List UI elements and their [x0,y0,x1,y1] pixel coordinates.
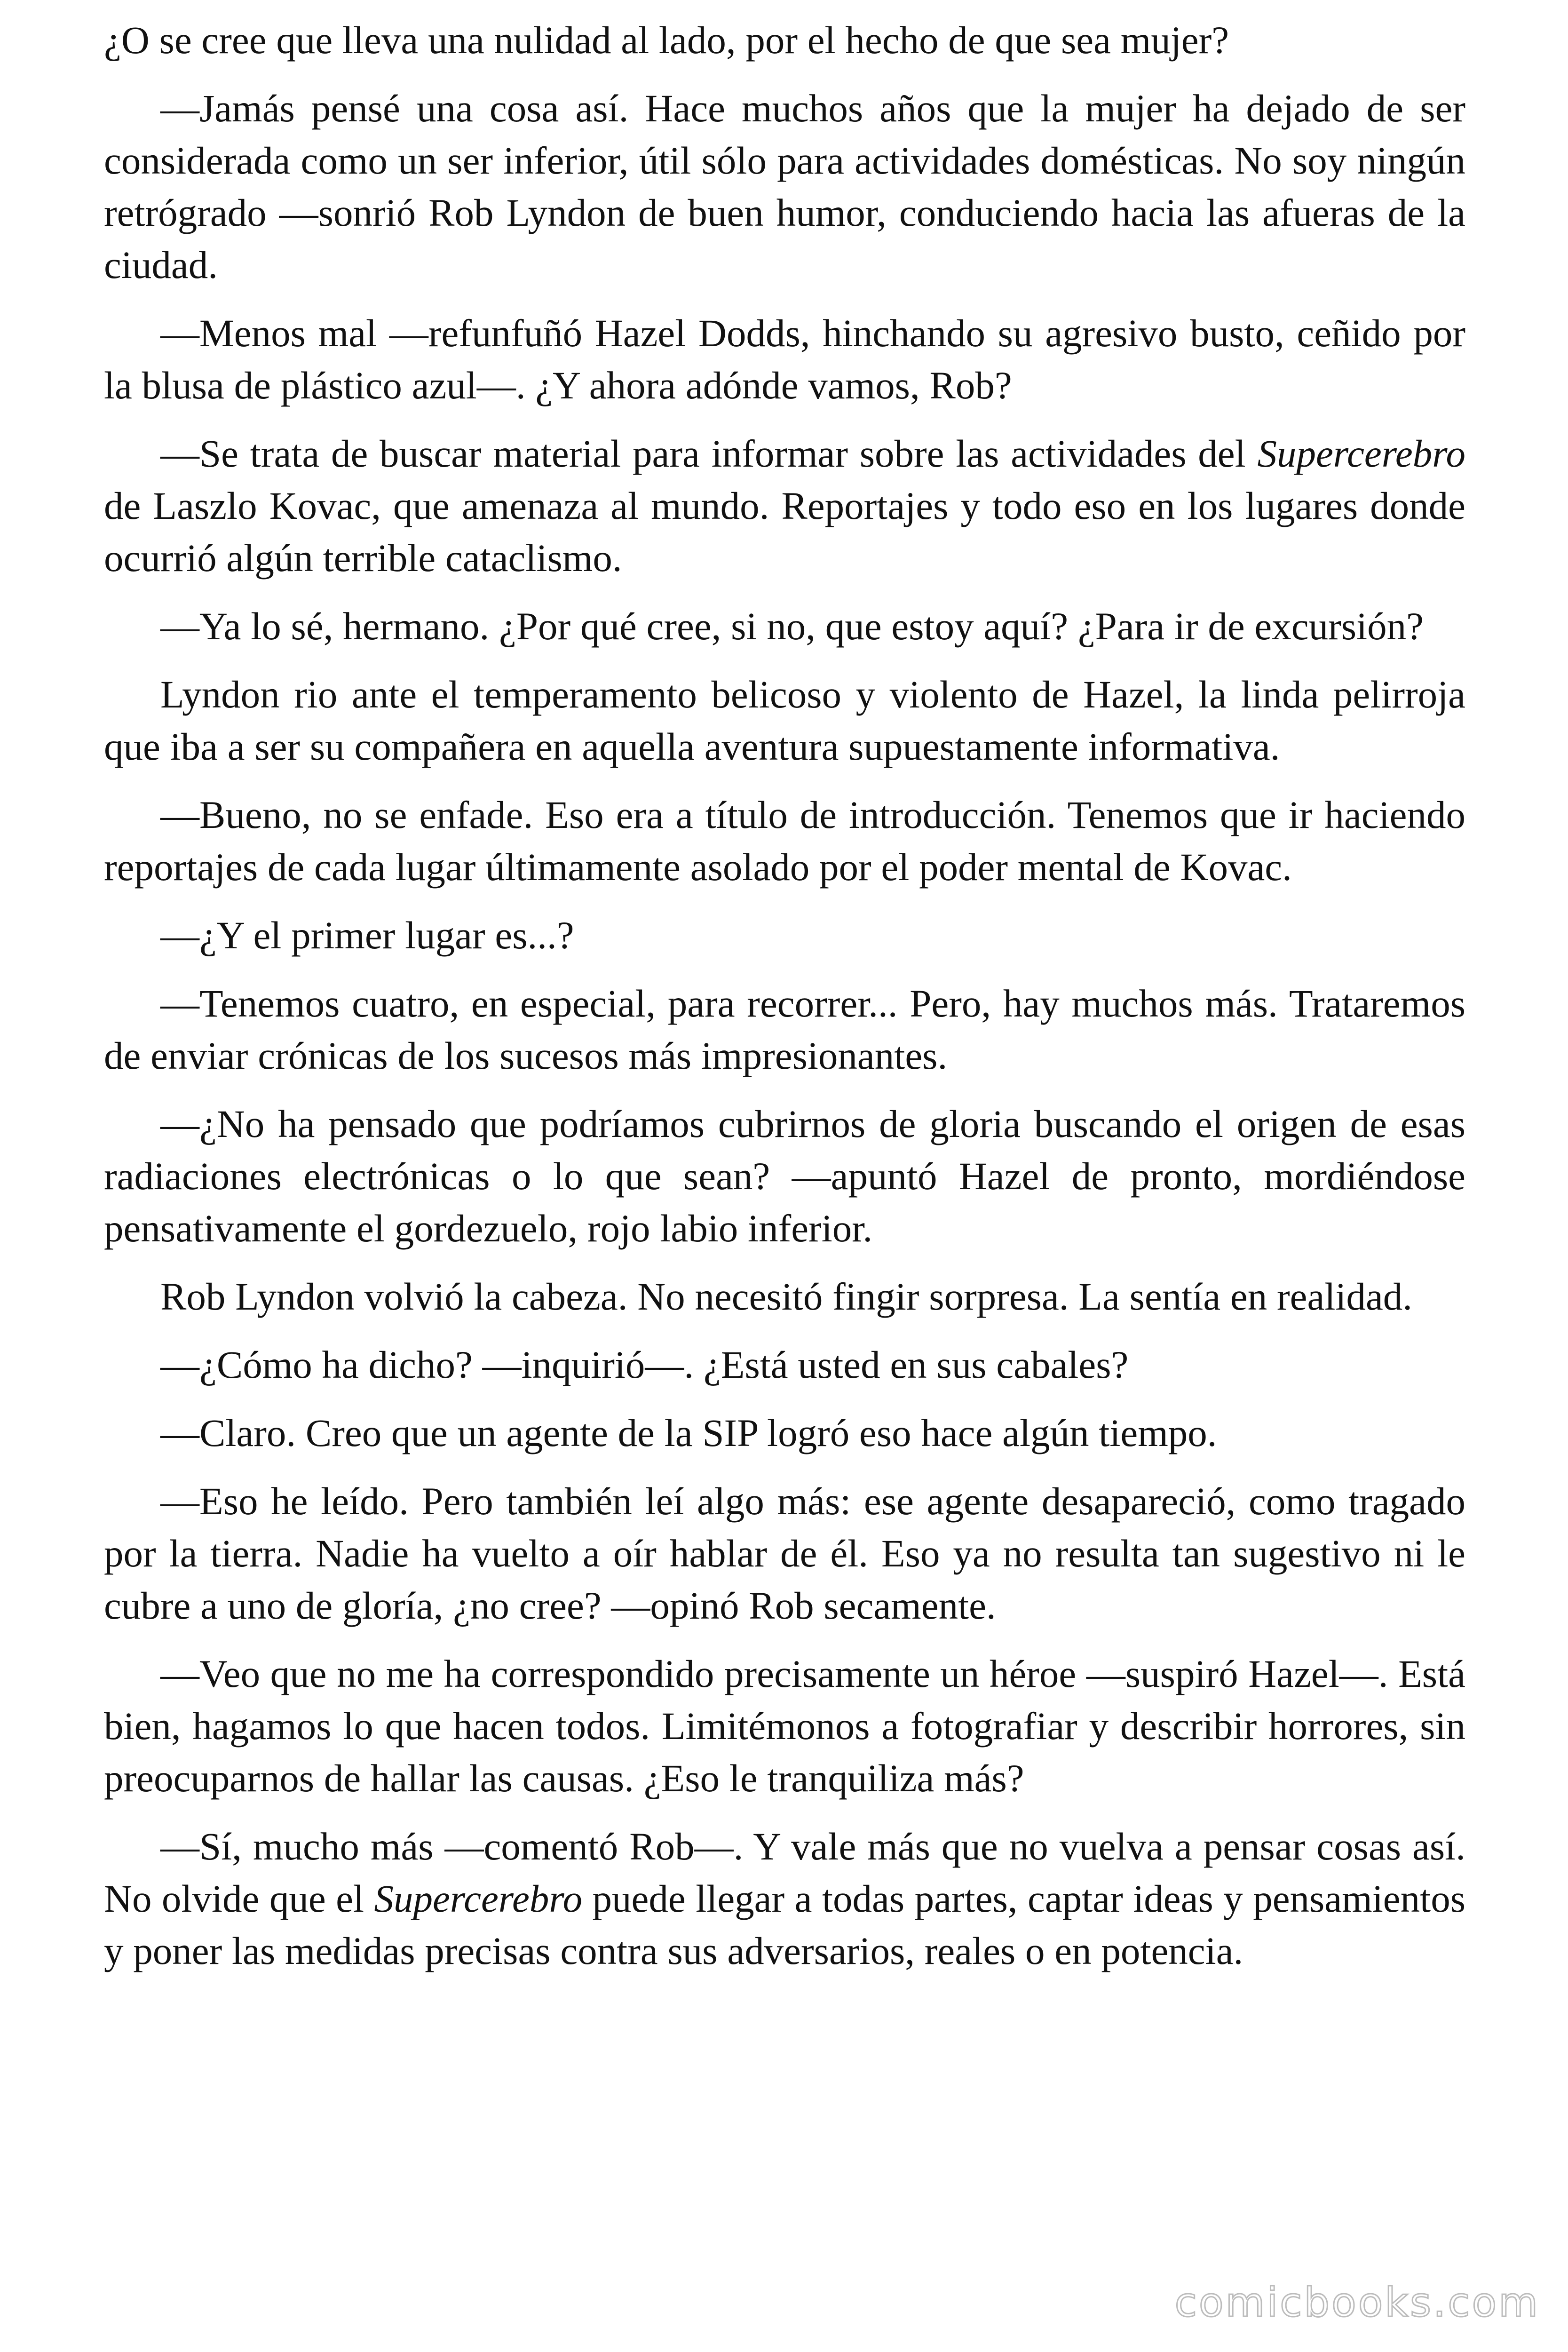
paragraph [104,789,1465,893]
paragraph [104,82,1465,291]
paragraph [104,1648,1465,1804]
paragraph-text: —Bueno, no se enfade. Eso era a título de introducción. Tenemos que ir haciendo reportajes de cada lugar últimamente asolado por el poder mental de Kovac. [104,793,1465,889]
paragraph-text: —Ya lo sé, hermano. ¿Por qué cree, si no, que estoy aquí? ¿Para ir de excursión? [160,604,1424,648]
paragraph-text: Rob Lyndon volvió la cabeza. No necesitó fingir sorpresa. La sentía en realidad. [160,1275,1413,1318]
paragraph [104,977,1465,1082]
paragraph [104,1098,1465,1255]
paragraph-text: —¿No ha pensado que podríamos cubrirnos de gloria buscando el origen de esas radiaciones electrónicas o lo que sean? —apuntó Hazel de pronto, mordiéndose pensativamente el gordezuelo, rojo labio inferior. [104,1102,1465,1250]
paragraph [104,428,1465,584]
paragraph-text: —¿Y el primer lugar es...? [160,914,574,957]
paragraph-text: —Menos mal —refunfuñó Hazel Dodds, hinchando su agresivo busto, ceñido por la blusa de plástico azul—. ¿Y ahora adónde vamos, Rob? [104,311,1465,407]
page-body-text [104,14,1465,1993]
paragraph-text: Lyndon rio ante el temperamento belicoso y violento de Hazel, la linda pelirroja que iba a ser su compañera en aquella aventura supuestamente informativa. [104,673,1465,768]
paragraph-text: ¿O se cree que lleva una nulidad al lado, por el hecho de que sea mujer? [104,18,1229,62]
paragraph [104,600,1465,652]
paragraph [104,1271,1465,1323]
paragraph-text: —Eso he leído. Pero también leí algo más: ese agente desapareció, como tragado por la tierra. Nadie ha vuelto a oír hablar de él. Eso ya no resulta tan sugestivo ni le cubre a uno de gloría, ¿no cree? —opinó Rob secamente. [104,1479,1465,1627]
watermark-logo: comicbooks.com [1174,2279,1540,2326]
italic-title-text: Supercerebro [1257,432,1465,475]
paragraph-text: —Jamás pensé una cosa así. Hace muchos años que la mujer ha dejado de ser considerada como un ser inferior, útil sólo para actividades domésticas. No soy ningún retrógrado —sonrió Rob Lyndon de buen humor, conduciendo hacia las afueras de la ciudad. [104,87,1465,286]
paragraph-text: —Se trata de buscar material para informar sobre las actividades del [160,432,1258,475]
paragraph-text: —¿Cómo ha dicho? —inquirió—. ¿Está usted en sus cabales? [160,1343,1129,1386]
paragraph [104,307,1465,412]
italic-title-text: Supercerebro [374,1877,583,1920]
paragraph [104,1339,1465,1391]
paragraph [104,14,1465,66]
paragraph [104,1820,1465,1977]
paragraph-text: —Veo que no me ha correspondido precisamente un héroe —suspiró Hazel—. Está bien, hagamos lo que hacen todos. Limitémonos a fotografiar y describir horrores, sin preocuparnos de hallar las causas. ¿Eso le tranquiliza más? [104,1652,1465,1800]
paragraph-text: puede llegar a todas partes, captar ideas y pensamientos y poner las medidas precisas contra sus adversarios, reales o en potencia. [104,1877,1466,1972]
paragraph [104,1475,1465,1632]
paragraph-text: —Tenemos cuatro, en especial, para recorrer... Pero, hay muchos más. Trataremos de enviar crónicas de los sucesos más impresionantes. [104,982,1465,1077]
paragraph-text: —Claro. Creo que un agente de la SIP logró eso hace algún tiempo. [160,1411,1217,1454]
paragraph-text: —Sí, mucho más —comentó Rob—. Y vale más que no vuelva a pensar cosas así. No olvide que el [104,1825,1465,1920]
paragraph [104,668,1465,773]
paragraph-text: de Laszlo Kovac, que amenaza al mundo. Reportajes y todo eso en los lugares donde ocurrió algún terrible cataclismo. [104,484,1465,580]
paragraph [104,909,1465,961]
paragraph [104,1407,1465,1459]
